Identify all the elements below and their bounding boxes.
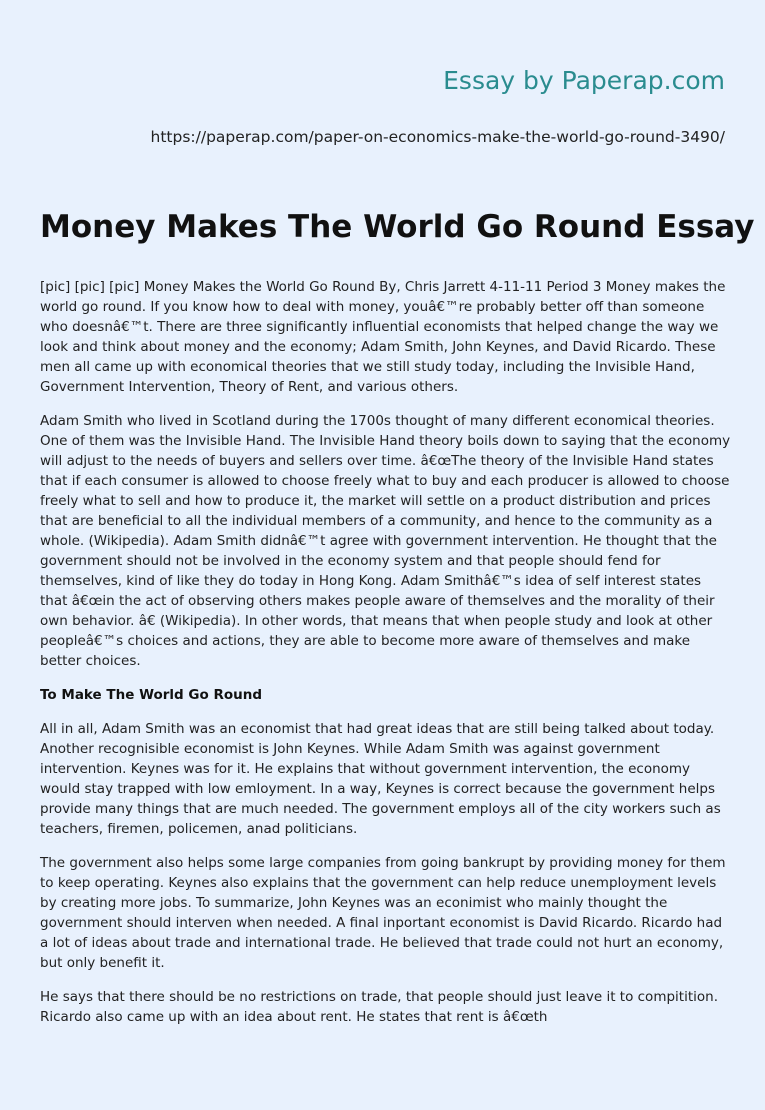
paragraph-3: All in all, Adam Smith was an economist that had great ideas that are still being talked about today. Another recognisible economist is John Keynes. While Adam Smith was against government intervention. Keynes was for it. He explains that without government intervention, the economy would stay trapped with low emloyment. In a way, Keynes is correct because the government helps provide many things that are much needed. The government employs all of the city workers such as teachers, firemen, policemen, anad politicians.: [40, 721, 721, 837]
paragraph-1: [pic] [pic] [pic] Money Makes the World Go Round By, Chris Jarrett 4-11-11 Period 3 Money makes the world go round. If you know how to deal with money, youâ€™re probably better off than someone who doesnâ€™t. There are three significantly influential economists that helped change the way we look and think about money and the economy; Adam Smith, John Keynes, and David Ricardo. These men all came up with economical theories that we still study today, including the Invisible Hand, Government Intervention, Theory of Rent, and various others.: [40, 279, 726, 395]
article-body: [40, 277, 732, 1041]
paragraph-2: Adam Smith who lived in Scotland during the 1700s thought of many different economical theories. One of them was the Invisible Hand. The Invisible Hand theory boils down to saying that the economy will adjust to the needs of buyers and sellers over time. â€œThe theory of the Invisible Hand states that if each consumer is allowed to choose freely what to buy and each producer is allowed to choose freely what to sell and how to produce it, the market will settle on a product distribution and prices that are beneficial to all the individual members of a community, and hence to the community as a whole. (Wikipedia). Adam Smith didnâ€™t agree with government intervention. He thought that the government should not be involved in the economy system and that people should fend for themselves, kind of like they do today in Hong Kong. Adam Smithâ€™s idea of self interest states that â€œin the act of observing others makes people aware of themselves and the morality of their own behavior. â€ (Wikipedia). In other words, that means that when people study and look at other peopleâ€™s choices and actions, they are able to become more aware of themselves and make better choices.: [40, 413, 731, 669]
page-title: Money Makes The World Go Round Essay: [40, 209, 755, 245]
site-brand[interactable]: Essay by Paperap.com: [443, 66, 725, 95]
source-url[interactable]: https://paperap.com/paper-on-economics-make-the-world-go-round-3490/: [150, 128, 725, 146]
paragraph-4: The government also helps some large companies from going bankrupt by providing money for them to keep operating. Keynes also explains that the government can help reduce unemployment levels by creating more jobs. To summarize, John Keynes was an econimist who mainly thought the government should interven when needed. A final inportant economist is David Ricardo. Ricardo had a lot of ideas about trade and international trade. He believed that trade could not hurt an economy, but only benefit it.: [40, 855, 726, 971]
paragraph-5: He says that there should be no restrictions on trade, that people should just leave it to compitition. Ricardo also came up with an idea about rent. He states that rent is â€œth: [40, 989, 718, 1025]
section-heading: To Make The World Go Round: [40, 687, 263, 703]
